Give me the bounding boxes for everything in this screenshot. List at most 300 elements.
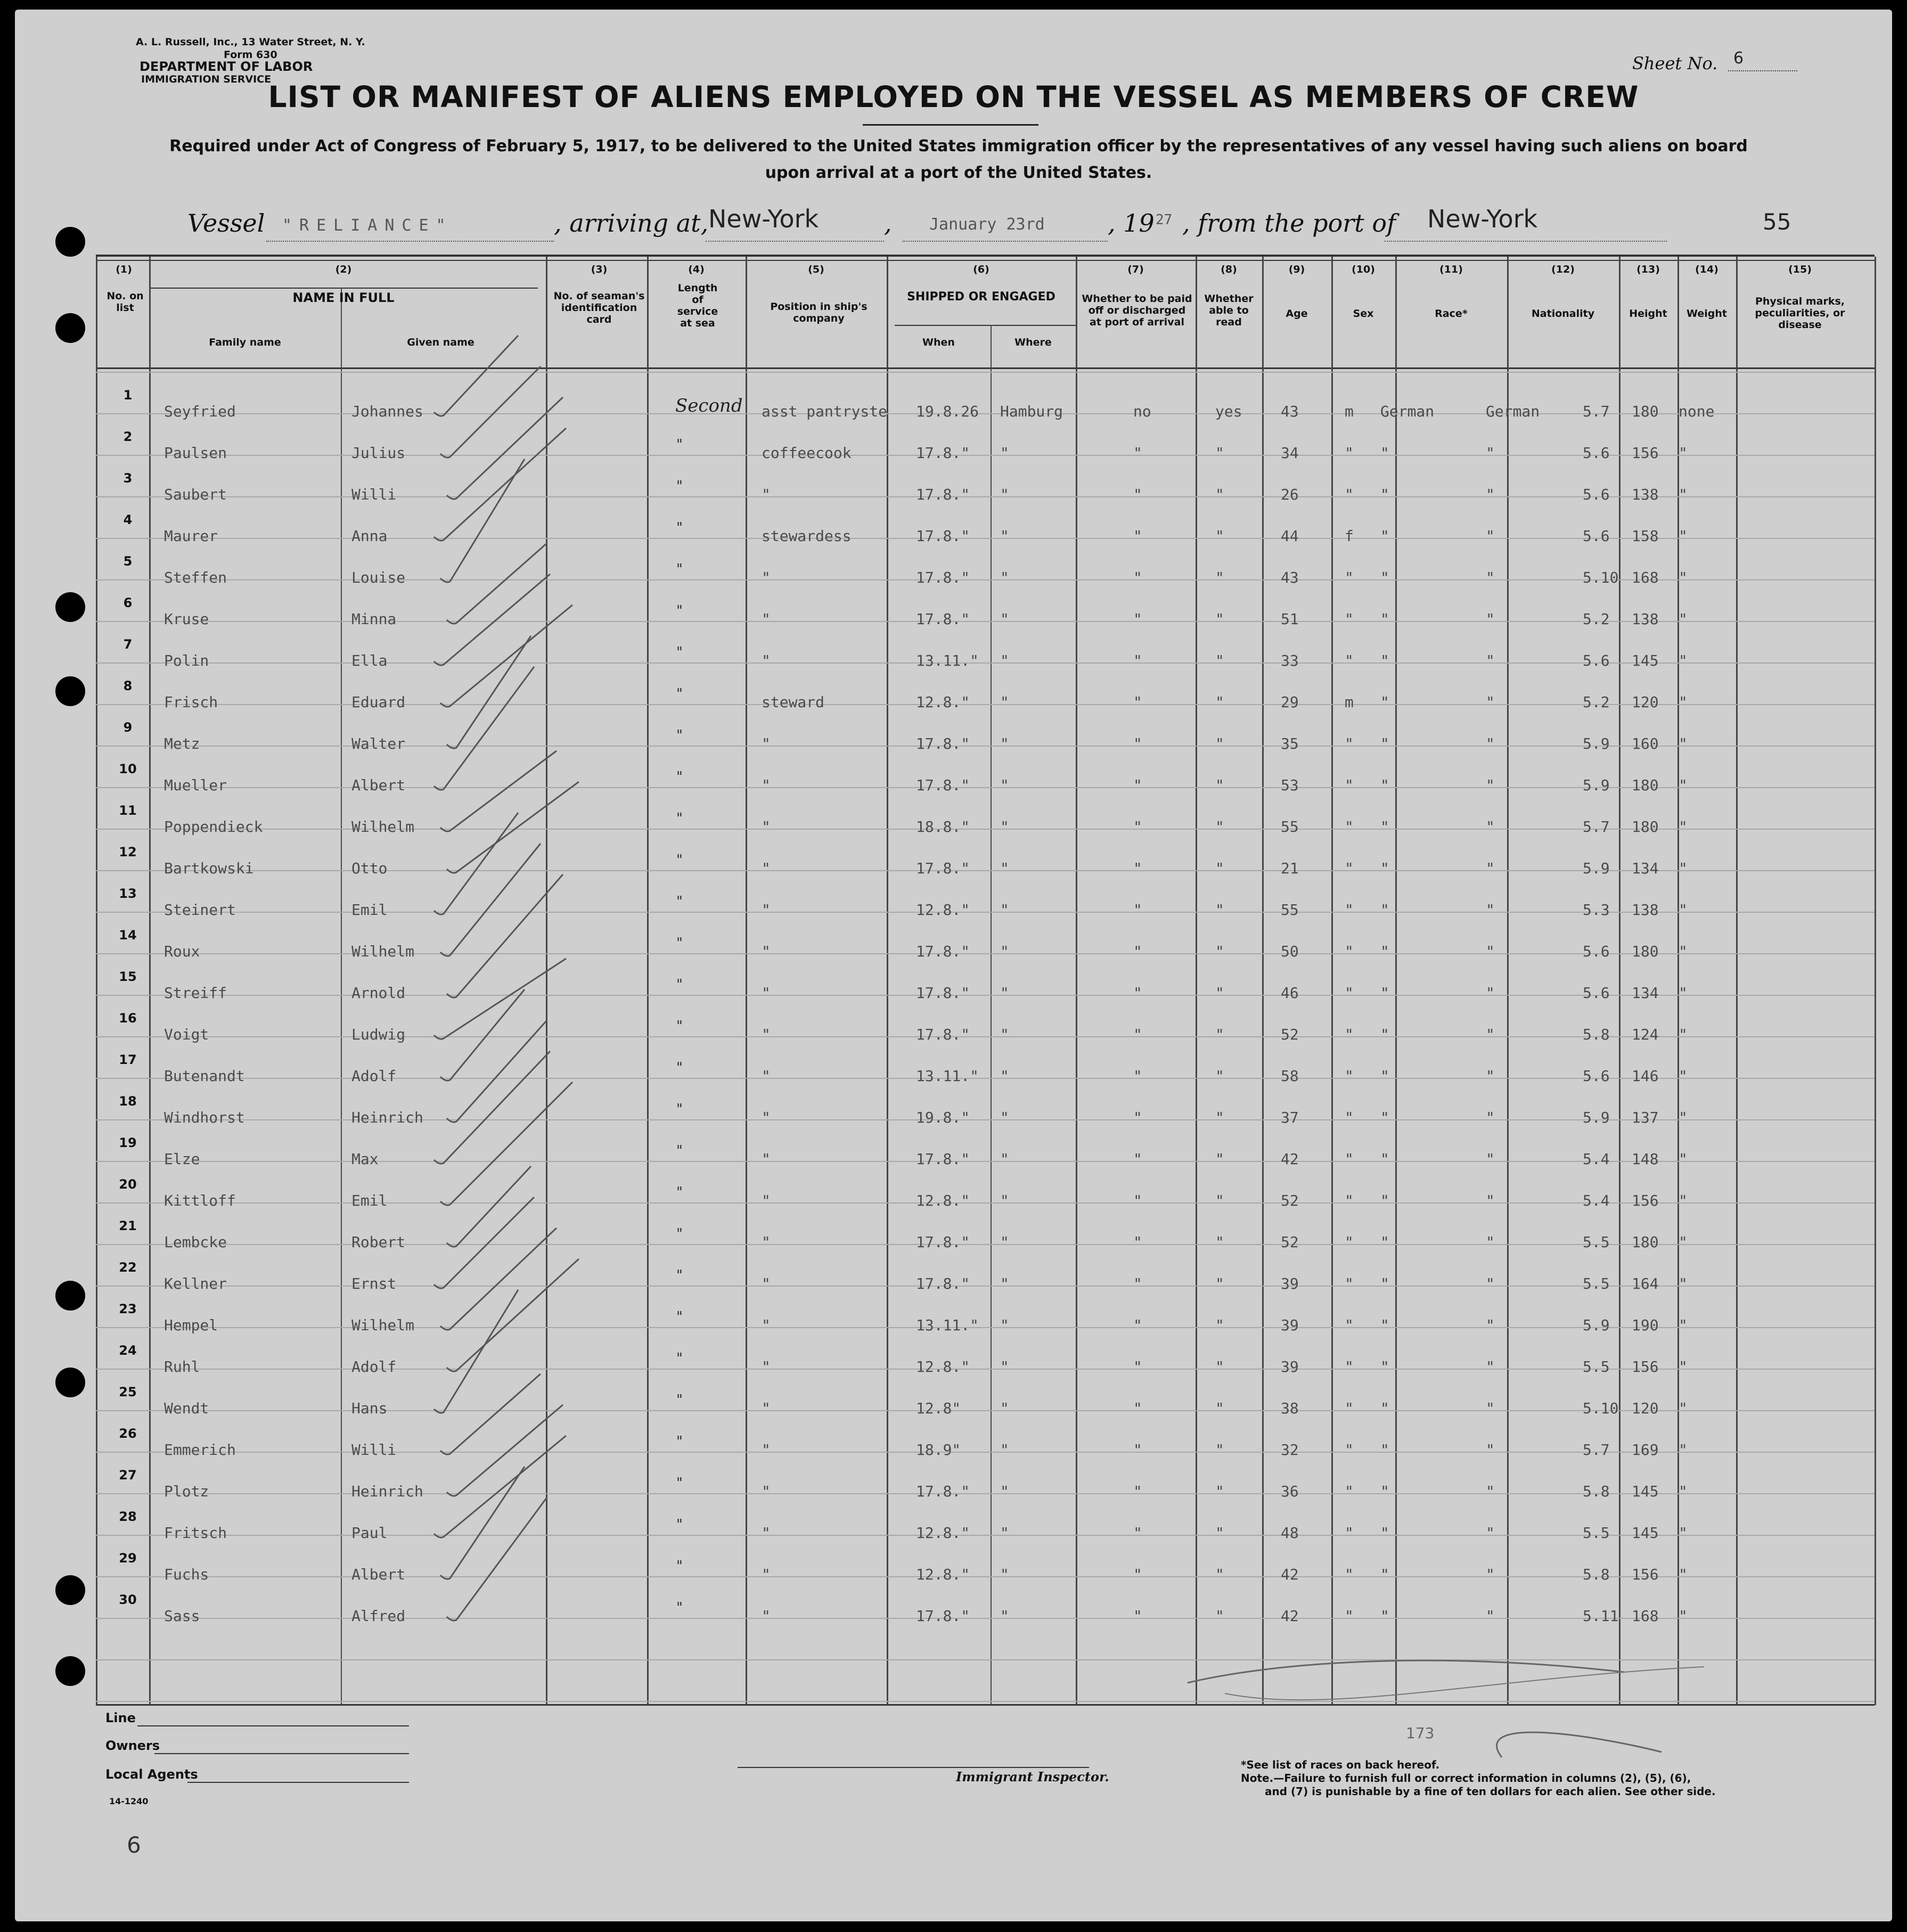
shipped-when-cell: 12.8." — [916, 1566, 970, 1583]
col-9-number: (9) — [1288, 264, 1305, 275]
sex-cell: " — [1345, 735, 1354, 752]
position-cell: " — [762, 901, 771, 919]
penalty-note-2: and (7) is punishable by a fine of ten dollars for each alien. See other side. — [1265, 1785, 1716, 1798]
shipped-when-cell: 17.8." — [916, 1607, 970, 1625]
physical-marks-cell: " — [1679, 818, 1688, 836]
sex-cell: " — [1345, 1441, 1354, 1459]
weight-cell: 124 — [1632, 1026, 1659, 1043]
physical-marks-cell: " — [1679, 1441, 1688, 1459]
age-cell: 39 — [1281, 1358, 1299, 1376]
sex-cell: f — [1345, 527, 1354, 545]
nationality-cell: " — [1486, 1441, 1495, 1459]
age-cell: 48 — [1281, 1524, 1299, 1542]
weight-cell: 180 — [1632, 403, 1659, 420]
paid-off-cell: " — [1133, 1358, 1142, 1376]
nationality-cell: " — [1486, 943, 1495, 960]
service-length-cell: " — [676, 1018, 683, 1034]
sex-cell: " — [1345, 1109, 1354, 1126]
given-name-cell: Heinrich — [351, 1483, 423, 1500]
paid-off-cell: " — [1133, 1026, 1142, 1043]
arriving-label: , arriving at, — [554, 209, 709, 238]
row-number: 3 — [123, 471, 133, 486]
row-number: 4 — [123, 512, 133, 527]
service-length-cell: " — [676, 478, 683, 494]
height-cell: 5.4 — [1583, 1192, 1610, 1209]
race-cell: " — [1380, 1524, 1389, 1542]
able-to-read-cell: " — [1215, 1067, 1224, 1085]
weight-cell: 138 — [1632, 486, 1659, 503]
position-cell: " — [762, 1316, 771, 1334]
check-mark — [440, 751, 556, 831]
col-2-number: (2) — [335, 264, 352, 275]
position-cell: " — [762, 1524, 771, 1542]
age-cell: 37 — [1281, 1109, 1299, 1126]
position-cell: " — [762, 1483, 771, 1500]
shipped-when-cell: 17.8." — [916, 1026, 970, 1043]
row-number: 23 — [119, 1301, 137, 1316]
service-length-cell: " — [676, 520, 683, 536]
weight-cell: 168 — [1632, 1607, 1659, 1625]
paid-off-cell: " — [1133, 1524, 1142, 1542]
age-cell: 46 — [1281, 984, 1299, 1002]
race-cell: " — [1380, 735, 1389, 752]
age-cell: 51 — [1281, 610, 1299, 628]
col-14-number: (14) — [1695, 264, 1718, 275]
row-number: 25 — [119, 1385, 137, 1399]
col-4-number: (4) — [688, 264, 705, 275]
weight-cell: 148 — [1632, 1150, 1659, 1168]
shipped-when-cell: 19.8." — [916, 1109, 970, 1126]
age-cell: 34 — [1281, 444, 1299, 462]
given-name-cell: Heinrich — [351, 1109, 423, 1126]
position-cell: steward — [762, 693, 825, 711]
shipped-where-cell: " — [1000, 610, 1009, 628]
able-to-read-cell: " — [1215, 569, 1224, 586]
check-mark — [440, 989, 525, 1080]
col-2a-header: Family name — [209, 337, 281, 348]
race-cell: " — [1380, 1399, 1389, 1417]
race-cell: " — [1380, 1150, 1389, 1168]
height-cell: 5.9 — [1583, 1109, 1610, 1126]
position-cell: " — [762, 818, 771, 836]
given-name-cell: Ernst — [351, 1275, 397, 1292]
given-name-cell: Emil — [351, 901, 388, 919]
paid-off-cell: " — [1133, 486, 1142, 503]
shipped-when-cell: 13.11." — [916, 652, 979, 669]
row-number: 6 — [123, 595, 133, 610]
age-cell: 55 — [1281, 901, 1299, 919]
check-mark — [434, 1290, 518, 1413]
service-length-cell: " — [676, 1392, 683, 1408]
col-11-number: (11) — [1439, 264, 1463, 275]
age-cell: 26 — [1281, 486, 1299, 503]
physical-marks-cell: " — [1679, 735, 1688, 752]
height-cell: 5.2 — [1583, 610, 1610, 628]
height-cell: 5.10 — [1583, 569, 1619, 586]
given-name-cell: Otto — [351, 859, 388, 877]
paid-off-cell: " — [1133, 1483, 1142, 1500]
sex-cell: " — [1345, 1399, 1354, 1417]
able-to-read-cell: " — [1215, 1233, 1224, 1251]
race-cell: " — [1380, 1233, 1389, 1251]
given-name-cell: Willi — [351, 1441, 397, 1459]
check-mark — [447, 636, 531, 748]
check-mark — [440, 1467, 525, 1579]
races-note: *See list of races on back hereof. — [1241, 1758, 1440, 1771]
row-number: 17 — [119, 1052, 137, 1067]
shipped-where-cell: " — [1000, 1275, 1009, 1292]
shipped-where-cell: " — [1000, 901, 1009, 919]
vessel-label: Vessel — [187, 209, 265, 238]
row-number: 19 — [119, 1135, 137, 1150]
age-cell: 39 — [1281, 1316, 1299, 1334]
height-cell: 5.7 — [1583, 818, 1610, 836]
col-15-number: (15) — [1788, 264, 1812, 275]
height-cell: 5.6 — [1583, 1067, 1610, 1085]
race-cell: " — [1380, 1316, 1389, 1334]
position-cell: " — [762, 486, 771, 503]
shipped-where-cell: " — [1000, 1524, 1009, 1542]
col-4-header: Length of service at sea — [677, 282, 718, 329]
able-to-read-cell: " — [1215, 1566, 1224, 1583]
family-name-cell: Saubert — [164, 486, 227, 503]
nationality-cell: " — [1486, 1150, 1495, 1168]
service-length-cell: " — [676, 561, 683, 577]
position-cell: " — [762, 943, 771, 960]
age-cell: 44 — [1281, 527, 1299, 545]
physical-marks-cell: " — [1679, 1233, 1688, 1251]
race-cell: " — [1380, 1109, 1389, 1126]
able-to-read-cell: " — [1215, 486, 1224, 503]
able-to-read-cell: " — [1215, 901, 1224, 919]
check-mark — [434, 959, 566, 1039]
shipped-where-cell: " — [1000, 1399, 1009, 1417]
handwritten-corner-number: 6 — [127, 1832, 141, 1858]
position-cell: " — [762, 1399, 771, 1417]
position-cell: " — [762, 1566, 771, 1583]
given-name-cell: Ella — [351, 652, 388, 669]
service-length-cell: " — [676, 1600, 683, 1616]
weight-cell: 134 — [1632, 859, 1659, 877]
owners-label: Owners — [105, 1738, 160, 1753]
shipped-where-cell: " — [1000, 486, 1009, 503]
physical-marks-cell: " — [1679, 901, 1688, 919]
weight-cell: 180 — [1632, 776, 1659, 794]
from-port-value: New-York — [1427, 204, 1538, 233]
family-name-cell: Seyfried — [164, 403, 236, 420]
check-mark — [434, 1197, 534, 1288]
shipped-when-cell: 17.8." — [916, 1150, 970, 1168]
nationality-cell: " — [1486, 859, 1495, 877]
paid-off-cell: " — [1133, 610, 1142, 628]
age-cell: 58 — [1281, 1067, 1299, 1085]
page-number: 55 — [1763, 209, 1791, 235]
family-name-cell: Fuchs — [164, 1566, 209, 1583]
row-number: 13 — [119, 886, 137, 901]
able-to-read-cell: " — [1215, 1026, 1224, 1043]
shipped-where-cell: " — [1000, 1566, 1009, 1583]
given-name-cell: Hans — [351, 1399, 388, 1417]
able-to-read-cell: " — [1215, 1316, 1224, 1334]
sex-cell: " — [1345, 818, 1354, 836]
family-name-cell: Ruhl — [164, 1358, 200, 1376]
height-cell: 5.10 — [1583, 1399, 1619, 1417]
year-prefix: , 19 — [1108, 209, 1155, 238]
col-5-header: Position in ship's company — [770, 301, 867, 324]
age-cell: 43 — [1281, 569, 1299, 586]
row-number: 16 — [119, 1011, 137, 1026]
height-cell: 5.4 — [1583, 1150, 1610, 1168]
page-title: LIST OR MANIFEST OF ALIENS EMPLOYED ON THE VESSEL AS MEMBERS OF CREW — [268, 80, 1639, 114]
service-length-cell: " — [676, 1475, 683, 1491]
nationality-cell: " — [1486, 1483, 1495, 1500]
physical-marks-cell: " — [1679, 1067, 1688, 1085]
sex-cell: " — [1345, 1233, 1354, 1251]
paid-off-cell: no — [1133, 403, 1151, 420]
sex-cell: " — [1345, 652, 1354, 669]
race-cell: " — [1380, 1026, 1389, 1043]
weight-cell: 146 — [1632, 1067, 1659, 1085]
able-to-read-cell: " — [1215, 1441, 1224, 1459]
position-cell: " — [762, 1441, 771, 1459]
owners-underline — [154, 1753, 409, 1754]
service-length-cell: Second — [675, 395, 743, 416]
weight-cell: 180 — [1632, 1233, 1659, 1251]
weight-cell: 145 — [1632, 1483, 1659, 1500]
paid-off-cell: " — [1133, 444, 1142, 462]
shipped-where-cell: " — [1000, 818, 1009, 836]
check-mark — [447, 782, 579, 873]
position-cell: " — [762, 1192, 771, 1209]
race-cell: " — [1380, 569, 1389, 586]
weight-cell: 158 — [1632, 527, 1659, 545]
shipped-where-cell: " — [1000, 569, 1009, 586]
col-11-header: Race* — [1435, 308, 1468, 320]
shipped-when-cell: 12.8." — [916, 1358, 970, 1376]
sex-cell: " — [1345, 569, 1354, 586]
shipped-where-cell: " — [1000, 984, 1009, 1002]
height-cell: 5.2 — [1583, 693, 1610, 711]
sheet-value: 6 — [1733, 49, 1744, 68]
check-mark — [440, 844, 541, 956]
physical-marks-cell: " — [1679, 984, 1688, 1002]
paid-off-cell: " — [1133, 1275, 1142, 1292]
paid-off-cell: " — [1133, 652, 1142, 669]
col-8-number: (8) — [1221, 264, 1237, 275]
weight-cell: 134 — [1632, 984, 1659, 1002]
service-length-cell: " — [676, 1101, 683, 1117]
family-name-cell: Streiff — [164, 984, 227, 1002]
position-cell: " — [762, 652, 771, 669]
height-cell: 5.9 — [1583, 735, 1610, 752]
able-to-read-cell: " — [1215, 1607, 1224, 1625]
given-name-cell: Wilhelm — [351, 1316, 415, 1334]
physical-marks-cell: " — [1679, 1275, 1688, 1292]
physical-marks-cell: " — [1679, 1399, 1688, 1417]
form-number: Form 630 — [224, 49, 277, 61]
col-5-number: (5) — [808, 264, 824, 275]
nationality-cell: " — [1486, 444, 1495, 462]
service-length-cell: " — [676, 1184, 683, 1200]
able-to-read-cell: " — [1215, 527, 1224, 545]
position-cell: " — [762, 1233, 771, 1251]
height-cell: 5.5 — [1583, 1524, 1610, 1542]
race-cell: " — [1380, 1441, 1389, 1459]
paid-off-cell: " — [1133, 1109, 1142, 1126]
paid-off-cell: " — [1133, 1399, 1142, 1417]
signature-stroke — [1188, 1660, 1624, 1683]
paid-off-cell: " — [1133, 527, 1142, 545]
height-cell: 5.6 — [1583, 652, 1610, 669]
able-to-read-cell: " — [1215, 818, 1224, 836]
col-12-number: (12) — [1551, 264, 1575, 275]
physical-marks-cell: " — [1679, 1524, 1688, 1542]
given-name-cell: Albert — [351, 1566, 406, 1583]
family-name-cell: Mueller — [164, 776, 227, 794]
race-cell: " — [1380, 693, 1389, 711]
check-mark — [434, 1051, 550, 1164]
col-13-header: Height — [1629, 308, 1667, 320]
family-name-cell: Polin — [164, 652, 209, 669]
weight-cell: 138 — [1632, 610, 1659, 628]
check-mark — [434, 428, 566, 541]
service-length-cell: " — [676, 935, 683, 951]
race-cell: " — [1380, 444, 1389, 462]
physical-marks-cell: " — [1679, 1566, 1688, 1583]
family-name-cell: Lembcke — [164, 1233, 227, 1251]
shipped-when-cell: 17.8." — [916, 527, 970, 545]
age-cell: 50 — [1281, 943, 1299, 960]
physical-marks-cell: " — [1679, 943, 1688, 960]
family-name-cell: Kellner — [164, 1275, 227, 1292]
family-name-cell: Sass — [164, 1607, 200, 1625]
position-cell: " — [762, 610, 771, 628]
row-number: 27 — [119, 1468, 137, 1483]
page-subtitle: Required under Act of Congress of February 5, 1917, to be delivered to the United States immigration officer by the representatives of any vessel having such aliens on board upon arrival at a port of the United States. — [169, 137, 1748, 182]
given-name-cell: Arnold — [351, 984, 406, 1002]
able-to-read-cell: yes — [1215, 403, 1242, 420]
signature-stroke — [1225, 1667, 1704, 1700]
sex-cell: " — [1345, 1150, 1354, 1168]
sex-cell: " — [1345, 1566, 1354, 1583]
nationality-cell: " — [1486, 1026, 1495, 1043]
paid-off-cell: " — [1133, 901, 1142, 919]
service-length-cell: " — [676, 1143, 683, 1159]
given-name-cell: Adolf — [351, 1067, 397, 1085]
family-name-cell: Poppendieck — [164, 818, 263, 836]
vessel-value: "RELIANCE" — [282, 216, 453, 235]
given-name-cell: Eduard — [351, 693, 406, 711]
shipped-when-cell: 18.8." — [916, 818, 970, 836]
weight-cell: 138 — [1632, 901, 1659, 919]
col-13-number: (13) — [1636, 264, 1660, 275]
nationality-cell: " — [1486, 901, 1495, 919]
paid-off-cell: " — [1133, 984, 1142, 1002]
height-cell: 5.6 — [1583, 486, 1610, 503]
weight-cell: 180 — [1632, 818, 1659, 836]
physical-marks-cell: " — [1679, 652, 1688, 669]
family-name-cell: Hempel — [164, 1316, 218, 1334]
able-to-read-cell: " — [1215, 1150, 1224, 1168]
race-cell: " — [1380, 1607, 1389, 1625]
check-mark — [440, 1374, 541, 1454]
able-to-read-cell: " — [1215, 1275, 1224, 1292]
service-length-cell: " — [676, 1267, 683, 1283]
printer-line: A. L. Russell, Inc., 13 Water Street, N. Y. — [136, 36, 365, 48]
given-name-cell: Walter — [351, 735, 406, 752]
shipped-when-cell: 17.8." — [916, 735, 970, 752]
nationality-cell: " — [1486, 1192, 1495, 1209]
race-cell: " — [1380, 859, 1389, 877]
shipped-when-cell: 12.8" — [916, 1399, 961, 1417]
service-length-cell: " — [676, 1060, 683, 1076]
weight-cell: 164 — [1632, 1275, 1659, 1292]
age-cell: 42 — [1281, 1566, 1299, 1583]
age-cell: 43 — [1281, 403, 1299, 420]
family-name-cell: Frisch — [164, 693, 218, 711]
service-length-cell: " — [676, 1517, 683, 1533]
shipped-where-cell: " — [1000, 943, 1009, 960]
shipped-where-cell: " — [1000, 1067, 1009, 1085]
family-name-cell: Bartkowski — [164, 859, 254, 877]
service-length-cell: " — [676, 1309, 683, 1325]
position-cell: " — [762, 1109, 771, 1126]
nationality-cell: " — [1486, 693, 1495, 711]
height-cell: 5.6 — [1583, 984, 1610, 1002]
shipped-when-cell: 17.8." — [916, 984, 970, 1002]
race-cell: " — [1380, 1358, 1389, 1376]
nationality-cell: " — [1486, 652, 1495, 669]
shipped-when-cell: 18.9" — [916, 1441, 961, 1459]
shipped-when-cell: 17.8." — [916, 1233, 970, 1251]
shipped-when-cell: 19.8.26 — [916, 403, 979, 420]
position-cell: stewardess — [762, 527, 852, 545]
race-cell: " — [1380, 527, 1389, 545]
nationality-cell: " — [1486, 1358, 1495, 1376]
check-mark — [440, 1228, 556, 1330]
weight-cell: 120 — [1632, 693, 1659, 711]
paid-off-cell: " — [1133, 776, 1142, 794]
height-cell: 5.5 — [1583, 1275, 1610, 1292]
sex-cell: " — [1345, 1275, 1354, 1292]
shipped-when-cell: 13.11." — [916, 1316, 979, 1334]
col-7-number: (7) — [1127, 264, 1144, 275]
race-cell: " — [1380, 1275, 1389, 1292]
given-name-cell: Wilhelm — [351, 818, 415, 836]
shipped-when-cell: 17.8." — [916, 610, 970, 628]
sex-cell: " — [1345, 1316, 1354, 1334]
shipped-when-cell: 17.8." — [916, 569, 970, 586]
line-underline — [137, 1725, 409, 1726]
height-cell: 5.9 — [1583, 859, 1610, 877]
weight-cell: 190 — [1632, 1316, 1659, 1334]
date-comma: , — [884, 209, 892, 238]
race-cell: " — [1380, 901, 1389, 919]
inspector-label: Immigrant Inspector. — [956, 1769, 1109, 1784]
position-cell: coffeecook — [762, 444, 852, 462]
weight-cell: 180 — [1632, 943, 1659, 960]
able-to-read-cell: " — [1215, 610, 1224, 628]
nationality-cell: " — [1486, 486, 1495, 503]
row-number: 14 — [119, 928, 137, 943]
check-mark — [447, 1166, 531, 1247]
nationality-cell: " — [1486, 1316, 1495, 1334]
age-cell: 38 — [1281, 1399, 1299, 1417]
family-name-cell: Roux — [164, 943, 200, 960]
col-15-header: Physical marks, peculiarities, or disease — [1755, 296, 1845, 331]
shipped-where-cell: " — [1000, 1192, 1009, 1209]
service-length-cell: " — [676, 811, 683, 826]
